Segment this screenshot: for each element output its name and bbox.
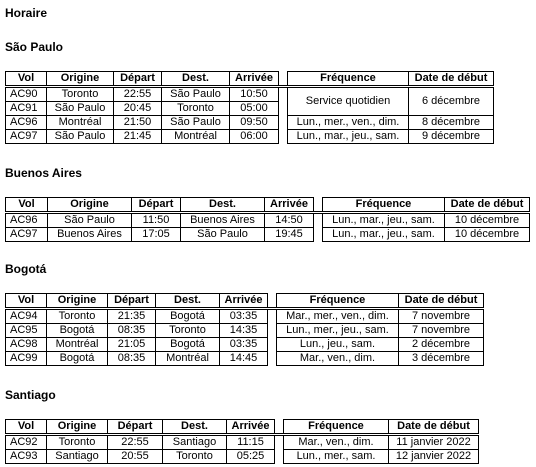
cell-origine: São Paulo [47,130,114,144]
cell-vol: AC96 [6,213,48,228]
cell-vol: AC90 [6,87,47,102]
col-frequence: Fréquence [288,72,409,87]
cell-vol: AC99 [6,352,47,366]
cell-depart: 21:35 [108,309,156,324]
section-title-buenos-aires: Buenos Aires [5,166,82,180]
col-depart: Départ [132,198,181,213]
col-dest: Dest. [181,198,265,213]
col-vol: Vol [6,294,47,309]
table-row [6,435,479,450]
cell-date: 11 janvier 2022 [389,435,479,450]
cell-vol: AC97 [6,130,47,144]
cell-arrivee: 10:50 [230,87,279,102]
col-origine: Origine [47,420,108,435]
table-row [6,352,484,366]
cell-depart: 17:05 [132,228,181,242]
cell-dest: Toronto [156,324,220,338]
col-origine: Origine [47,294,108,309]
cell-vol: AC95 [6,324,47,338]
cell-date: 10 décembre [445,213,530,228]
cell-origine: Bogotá [47,324,108,338]
col-arrivee: Arrivée [220,294,268,309]
cell-vol: AC94 [6,309,47,324]
page-title: Horaire [5,6,48,20]
col-frequence: Fréquence [323,198,445,213]
cell-depart: 08:35 [108,352,156,366]
section-title-santiago: Santiago [5,388,56,402]
cell-date: 10 décembre [445,228,530,242]
table-row [6,324,484,338]
cell-dest: Bogotá [156,338,220,352]
cell-depart: 20:55 [108,450,163,464]
col-depart: Départ [108,420,163,435]
cell-origine: Bogotá [47,352,108,366]
cell-frequence: Lun., mer., jeu., sam. [277,324,399,338]
cell-date: 3 décembre [399,352,484,366]
cell-arrivee: 03:35 [220,309,268,324]
cell-dest: Toronto [162,102,230,116]
table-row [6,116,494,130]
table-header-row [6,294,484,309]
schedule-table-buenos-aires [5,197,530,242]
col-arrivee: Arrivée [227,420,275,435]
cell-vol: AC96 [6,116,47,130]
col-depart: Départ [108,294,156,309]
cell-dest: São Paulo [162,116,230,130]
cell-frequence: Lun., mar., jeu., sam. [323,228,445,242]
cell-frequence: Lun., mer., sam. [284,450,389,464]
cell-origine: Montréal [47,116,114,130]
schedule-table-bogota [5,293,484,366]
cell-date: 6 décembre [409,87,494,116]
col-depart: Départ [114,72,162,87]
cell-dest: Toronto [163,450,227,464]
cell-depart: 20:45 [114,102,162,116]
table-header-row [6,198,530,213]
cell-arrivee: 09:50 [230,116,279,130]
table-header-row [6,420,479,435]
col-date-debut: Date de début [399,294,484,309]
cell-frequence: Lun., mar., jeu., sam. [323,213,445,228]
cell-depart: 11:50 [132,213,181,228]
cell-dest: São Paulo [181,228,265,242]
cell-origine: Toronto [47,435,108,450]
cell-depart: 22:55 [108,435,163,450]
cell-arrivee: 14:50 [265,213,314,228]
cell-depart: 21:45 [114,130,162,144]
table-row [6,213,530,228]
cell-depart: 21:05 [108,338,156,352]
col-dest: Dest. [162,72,230,87]
cell-date: 12 janvier 2022 [389,450,479,464]
col-origine: Origine [47,72,114,87]
cell-origine: Toronto [47,87,114,102]
cell-frequence: Lun., mer., ven., dim. [288,116,409,130]
col-dest: Dest. [163,420,227,435]
cell-depart: 08:35 [108,324,156,338]
cell-frequence: Lun., mar., jeu., sam. [288,130,409,144]
cell-frequence: Mar., mer., ven., dim. [277,309,399,324]
cell-origine: São Paulo [47,102,114,116]
table-row [6,338,484,352]
col-date-debut: Date de début [409,72,494,87]
cell-origine: Montréal [47,338,108,352]
col-frequence: Fréquence [277,294,399,309]
cell-vol: AC98 [6,338,47,352]
cell-date: 2 décembre [399,338,484,352]
cell-origine: São Paulo [48,213,132,228]
col-vol: Vol [6,72,47,87]
cell-vol: AC92 [6,435,47,450]
cell-frequence: Service quotidien [288,87,409,116]
col-date-debut: Date de début [389,420,479,435]
table-row [6,130,494,144]
cell-arrivee: 19:45 [265,228,314,242]
cell-date: 9 décembre [409,130,494,144]
cell-vol: AC93 [6,450,47,464]
cell-dest: Buenos Aires [181,213,265,228]
cell-date: 7 novembre [399,324,484,338]
cell-arrivee: 11:15 [227,435,275,450]
col-arrivee: Arrivée [230,72,279,87]
cell-origine: Toronto [47,309,108,324]
cell-origine: Santiago [47,450,108,464]
cell-dest: Santiago [163,435,227,450]
cell-vol: AC91 [6,102,47,116]
table-row [6,228,530,242]
cell-date: 7 novembre [399,309,484,324]
cell-dest: Bogotá [156,309,220,324]
cell-frequence: Mar., ven., dim. [284,435,389,450]
cell-arrivee: 14:45 [220,352,268,366]
cell-arrivee: 06:00 [230,130,279,144]
cell-date: 8 décembre [409,116,494,130]
col-date-debut: Date de début [445,198,530,213]
table-row [6,309,484,324]
section-title-bogota: Bogotá [5,262,47,276]
cell-dest: São Paulo [162,87,230,102]
cell-vol: AC97 [6,228,48,242]
schedule-table-sao-paulo [5,71,494,144]
col-origine: Origine [48,198,132,213]
cell-frequence: Lun., jeu., sam. [277,338,399,352]
cell-arrivee: 14:35 [220,324,268,338]
table-row [6,450,479,464]
cell-depart: 22:55 [114,87,162,102]
col-frequence: Fréquence [284,420,389,435]
cell-arrivee: 05:25 [227,450,275,464]
col-arrivee: Arrivée [265,198,314,213]
section-title-sao-paulo: São Paulo [5,40,64,54]
cell-arrivee: 03:35 [220,338,268,352]
schedule-table-santiago [5,419,479,464]
cell-frequence: Mar., ven., dim. [277,352,399,366]
cell-depart: 21:50 [114,116,162,130]
table-row [6,87,494,102]
cell-origine: Buenos Aires [48,228,132,242]
cell-dest: Montréal [162,130,230,144]
col-vol: Vol [6,198,48,213]
col-dest: Dest. [156,294,220,309]
table-header-row [6,72,494,87]
col-vol: Vol [6,420,47,435]
cell-arrivee: 05:00 [230,102,279,116]
cell-dest: Montréal [156,352,220,366]
